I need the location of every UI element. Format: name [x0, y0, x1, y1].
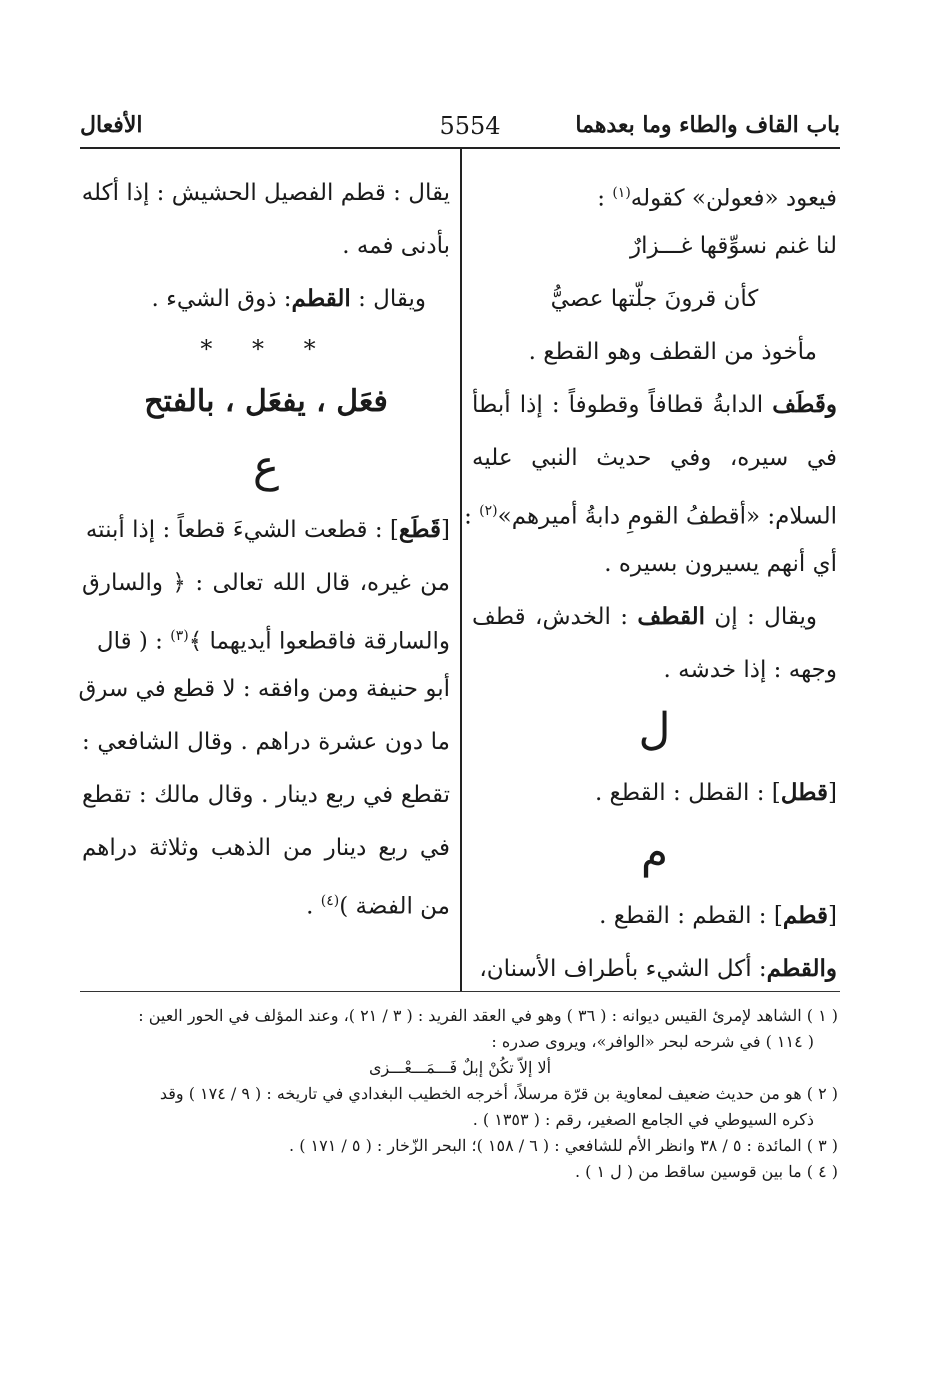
- paragraph-line: من غيره، قال الله تعالى : ﴿ والسارق: [82, 570, 450, 596]
- paragraph-line: والقطم: أكل الشيء بأطراف الأسنان،: [479, 955, 837, 982]
- headword: قطم: [782, 902, 829, 929]
- paragraph-line: السلام: «أقطفُ القومِ دابةُ أميرهم»$^{(٢)}$ :: [464, 503, 837, 530]
- footnote-marker: (٣): [170, 628, 189, 644]
- paragraph-line: ما دون عشرة دراهم . وقال الشافعي :: [82, 729, 450, 755]
- headword: وقَطَف: [772, 391, 837, 418]
- section-label: الأفعال: [80, 112, 143, 138]
- entry-qata: [قَطَع] : قطعت الشيءَ قطعاً : إذا أبنته: [85, 516, 450, 543]
- paragraph-line: أي أنهم يسيرون بسيره .: [604, 551, 837, 577]
- paragraph-line: ويقال : القطم: ذوق الشيء .: [151, 285, 426, 312]
- letter-heading-lam: ل: [638, 704, 671, 755]
- footnote-marker: (١): [612, 185, 631, 201]
- left-column: [78, 170, 450, 931]
- paragraph-line: ويقال : إن القطف : الخدش، قطف: [472, 603, 817, 630]
- paragraph-line: يقال : قطم الفصيل الحشيش : إذا أكله: [81, 180, 450, 206]
- letter-heading-mim: م: [640, 827, 669, 878]
- footnote-marker: (٤): [320, 893, 340, 909]
- footnote-marker: (٢): [479, 503, 498, 519]
- footnote-1: ( ١ ) الشاهد لإمرئ القيس ديوانه : ( ٣٦ ) وهو في العقد الفريد : ( ٣ / ٢١ )، وعند المؤلف في الحور العين :: [138, 1006, 838, 1025]
- page-header: [80, 112, 840, 146]
- headword: القطم: [291, 285, 351, 312]
- section-separator: * * *: [200, 335, 332, 363]
- footnote-2: ( ٢ ) هو من حديث ضعيف لمعاوية بن قرّة مرسلاً، أخرجه الخطيب البغدادي في تاريخه : ( ٩ / ١٧٤ ) وقد: [159, 1084, 838, 1103]
- page-number: 5554: [439, 112, 501, 140]
- paragraph-line: فيعود «فعولن» كقوله$^{(١)}$ :: [597, 185, 837, 212]
- footnotes: [82, 1003, 838, 1185]
- letter-heading-ain: ع: [252, 441, 280, 492]
- paragraph-line: تقطع في ربع دينار . وقال مالك : تقطع: [82, 782, 450, 808]
- paragraph-line: وجهه : إذا خدشه .: [663, 657, 837, 683]
- footnote-4: ( ٤ ) ما بين قوسين ساقط من ( ل ١ ) .: [575, 1162, 838, 1181]
- paragraph-line: بأدنى فمه .: [342, 233, 450, 259]
- paragraph-line: من الفضة )$^{(٤)}$ .: [306, 893, 450, 920]
- headword: والقطم: [766, 955, 837, 982]
- footnote-1-cont: ( ١١٤ ) في شرحه لبحر «الوافر»، ويروى صدره :: [491, 1032, 814, 1051]
- section-title: فعَل ، يفعَل ، بالفتح: [144, 384, 388, 419]
- entry-qatm: [قطم] : القطم : القطع .: [599, 902, 837, 929]
- headword: قَطَع: [398, 516, 442, 543]
- paragraph-line: في سيره، وفي حديث النبي عليه: [472, 445, 837, 471]
- footnote-1-verse: ألا إلاّ تكُنْ إبلٌ فَـــمَـــعْـــزى: [368, 1058, 552, 1077]
- entry-qatl: [قطل] : القطل : القطع .: [594, 779, 837, 806]
- right-column: [464, 170, 837, 999]
- verse-line-1: لنا غنم نسوِّقها غـــزارٌ: [630, 233, 837, 259]
- paragraph-line: في ربع دينار من الذهب وثلاثة دراهم: [82, 835, 450, 861]
- chapter-title: باب القاف والطاء وما بعدهما: [575, 112, 840, 138]
- verse-line-2: كأن قرونَ جلّتها عصيُّ: [550, 286, 759, 312]
- headword: قطل: [780, 779, 829, 806]
- footnote-2-cont: ذكره السيوطي في الجامع الصغير، رقم : ( ١٣٥٣ ) .: [472, 1110, 814, 1129]
- paragraph-line: مأخوذ من القطف وهو القطع .: [528, 339, 817, 365]
- headword: القطف: [637, 603, 706, 630]
- paragraph-line: والسارقة فاقطعوا أيديهما ﴾$^{(٣)}$ : ( قال: [96, 628, 450, 655]
- footnote-3: ( ٣ ) المائدة : ٥ / ٣٨ وانظر الأم للشافعي : ( ٦ / ١٥٨ )؛ البحر الزّخار : ( ٥ / ١٧١ ) .: [289, 1136, 838, 1155]
- footnote-rule: [80, 991, 840, 992]
- paragraph-line: وقَطَف الدابةُ قطافاً وقطوفاً : إذا أبطأ: [472, 391, 837, 418]
- paragraph-line: أبو حنيفة ومن وافقه : لا قطع في سرق: [78, 676, 450, 702]
- column-divider: [460, 149, 462, 991]
